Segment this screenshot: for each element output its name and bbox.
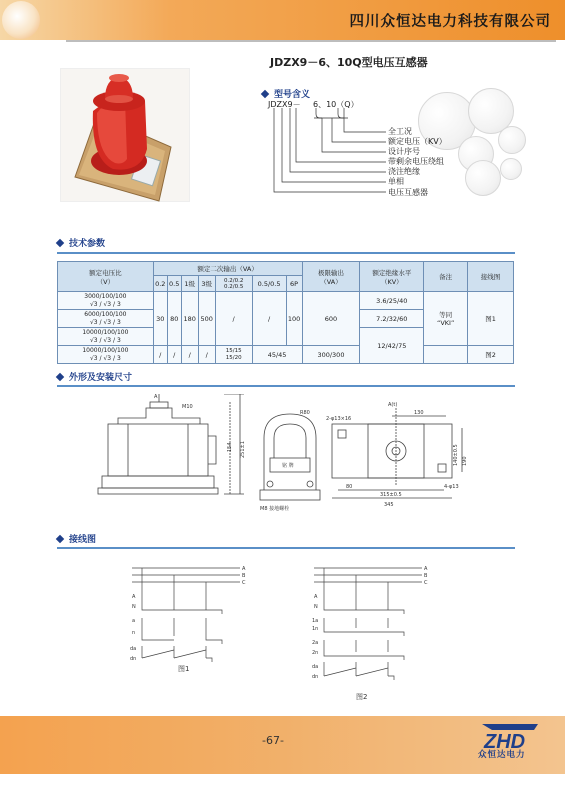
terminal-label: da <box>312 664 319 670</box>
dim-text: R80 <box>300 410 310 416</box>
dim-text: 251±1 <box>240 441 246 458</box>
insulation-cell: 3.6/25/40 <box>360 292 424 310</box>
logo-subtitle: 众恒达电力 <box>478 750 526 760</box>
bus-label: B <box>424 573 428 579</box>
model-label: 带剩余电压绕组 <box>388 157 444 166</box>
bubble-ornament <box>500 158 522 180</box>
model-meaning-leader-lines <box>262 106 392 198</box>
note-cell: 等同 “VKI” <box>424 292 468 346</box>
model-label: 全工况 <box>388 127 412 136</box>
header-limit: 极限输出 （VA） <box>302 262 360 292</box>
insulation-cell: 12/42/75 <box>360 328 424 364</box>
section-rule <box>57 252 515 254</box>
side-view-drawing <box>256 408 326 512</box>
value-cell: 45/45 <box>252 346 302 364</box>
wiring-cell: 图1 <box>468 292 514 346</box>
diamond-icon <box>261 89 269 97</box>
bus-label: C <box>242 580 246 586</box>
note-cell <box>424 346 468 364</box>
header-sub: 0.2/0.2 0.2/0.5 <box>215 276 252 292</box>
terminal-label: N <box>132 604 136 610</box>
fig2-caption: 图2 <box>356 693 368 701</box>
terminal-label: da <box>130 646 137 652</box>
model-code-right: 6、10（Q） <box>313 100 359 109</box>
diamond-icon <box>56 534 64 542</box>
page-number: -67- <box>262 734 284 747</box>
value-cell: 180 <box>181 292 198 346</box>
header-circle-ornament <box>2 1 40 39</box>
value-cell: / <box>153 346 167 364</box>
terminal-label: a <box>132 618 136 624</box>
ratio-cell: 10000/100/100 √3 / √3 / 3 <box>58 328 154 346</box>
wiring-heading: 接线图 <box>57 532 96 545</box>
wiring-cell: 图2 <box>468 346 514 364</box>
header-sub: 3级 <box>198 276 215 292</box>
terminal-label: 1n <box>312 626 319 632</box>
bus-label: A <box>424 566 428 572</box>
logo-text: ZHD <box>484 731 526 752</box>
model-label: 浇注绝缘 <box>388 167 420 176</box>
terminal-label: dn <box>312 674 319 680</box>
footer-margin <box>0 774 565 800</box>
front-view-drawing <box>88 394 248 518</box>
fig1-caption: 图1 <box>178 665 190 673</box>
terminal-label: 2a <box>312 640 319 646</box>
value-cell: 100 <box>286 292 302 346</box>
header-ratio: 额定电压比 （V） <box>58 262 154 292</box>
value-cell: 600 <box>302 292 360 346</box>
product-title: JDZX9－6、10Q型电压互感器 <box>270 56 428 69</box>
header-wiring: 接线图 <box>468 262 514 292</box>
header-note: 备注 <box>424 262 468 292</box>
ratio-cell: 6000/100/100 √3 / √3 / 3 <box>58 310 154 328</box>
section-rule <box>57 385 515 387</box>
terminal-label: A <box>314 594 318 600</box>
model-meaning-heading: 型号含义 <box>262 87 310 100</box>
value-cell: / <box>198 346 215 364</box>
top-view-drawing <box>326 402 476 516</box>
value-cell: 500 <box>198 292 215 346</box>
header-sub: 0.5/0.5 <box>252 276 286 292</box>
dim-text: M8 接地螺栓 <box>260 506 290 512</box>
terminal-label: N <box>314 604 318 610</box>
outline-heading: 外形及安装尺寸 <box>57 370 132 383</box>
value-cell: / <box>215 292 252 346</box>
bubble-ornament <box>498 126 526 154</box>
plate-label: 铭 牌 <box>282 463 294 469</box>
ratio-cell: 3000/100/100 √3 / √3 / 3 <box>58 292 154 310</box>
diamond-icon <box>56 238 64 246</box>
dim-text: 190 <box>462 456 468 466</box>
terminal-label: n <box>132 630 136 636</box>
terminal-label: 2n <box>312 650 319 656</box>
dim-text: 4-φ13 <box>444 484 459 490</box>
wiring-diagram-fig2 <box>310 564 434 688</box>
company-name: 四川众恒达电力科技有限公司 <box>349 14 551 30</box>
header-rule <box>66 40 556 42</box>
model-code-left: JDZX9－ <box>268 100 301 109</box>
dim-text: 315±0.5 <box>380 492 402 498</box>
header-sub: 0.2 <box>153 276 167 292</box>
value-cell: / <box>181 346 198 364</box>
dim-text: 80 <box>346 484 353 490</box>
bubble-ornament <box>465 160 501 196</box>
header-sub: 6P <box>286 276 302 292</box>
header-secondary: 额定二次输出（VA） <box>153 262 302 276</box>
insulation-cell: 7.2/32/60 <box>360 310 424 328</box>
model-label: 额定电压（KV） <box>388 137 447 146</box>
dim-text: 2-φ13×16 <box>326 416 352 422</box>
dim-text: M10 <box>182 404 193 410</box>
value-cell: 15/15 15/20 <box>215 346 252 364</box>
value-cell: 30 <box>153 292 167 346</box>
section-rule <box>57 547 515 549</box>
header-sub: 1级 <box>181 276 198 292</box>
bus-label: A <box>242 566 246 572</box>
diamond-icon <box>56 372 64 380</box>
bus-label: B <box>242 573 246 579</box>
tech-params-heading: 技术参数 <box>57 236 105 249</box>
tech-params-table <box>57 261 514 364</box>
model-label: 设计序号 <box>388 147 420 156</box>
model-label: 电压互感器 <box>388 188 428 197</box>
dim-text: 345 <box>384 502 394 508</box>
header-insulation: 额定绝缘水平 （KV） <box>360 262 424 292</box>
product-photo <box>60 68 190 202</box>
value-cell: / <box>252 292 286 346</box>
terminal-label: 1a <box>312 618 319 624</box>
terminal-label: dn <box>130 656 137 662</box>
dim-text: 154 <box>227 442 233 452</box>
dim-text: 130 <box>414 410 424 416</box>
dim-text: 140±0.5 <box>453 444 459 466</box>
value-cell: 300/300 <box>302 346 360 364</box>
value-cell: / <box>167 346 181 364</box>
dim-text: A(t) <box>388 402 398 408</box>
value-cell: 80 <box>167 292 181 346</box>
bus-label: C <box>424 580 428 586</box>
company-logo <box>478 718 542 752</box>
ratio-cell: 10000/100/100 √3 / √3 / 3 <box>58 346 154 364</box>
terminal-label: A <box>132 594 136 600</box>
header-sub: 0.5 <box>167 276 181 292</box>
wiring-diagram-fig1 <box>128 564 252 670</box>
transformer-illustration <box>61 69 191 203</box>
dim-text: A <box>154 394 158 400</box>
model-label: 单相 <box>388 177 404 186</box>
